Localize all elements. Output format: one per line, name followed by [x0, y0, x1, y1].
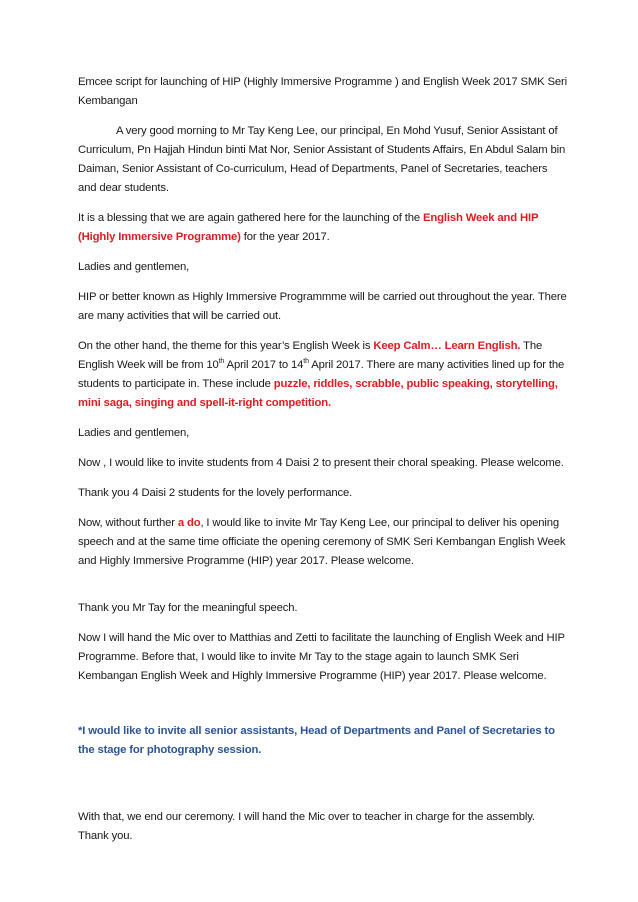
invite-principal-text-1: Now, without further [78, 517, 178, 529]
invite-principal-text-2: , I would like to invite Mr Tay Keng Lee, our principal to deliver his opening speech and at the same time officiate the opening ceremony of SMK Seri Kembangan English Week and Highly Immersive Programme (HIP) year 2017. Please welcome. [78, 517, 566, 567]
theme-text-3: April 2017 to 14 [224, 359, 304, 371]
greeting-paragraph: A very good morning to Mr Tay Keng Lee, our principal, En Mohd Yusuf, Senior Assistant of Curriculum, Pn Hajjah Hindun binti Mat Nor, Senior Assistant of Students Affairs, En Abdul Salam bin Daiman, Senior Assistant of Co-curriculum, Head of Departments, Panel of Secretaries, teachers and dear students. [78, 125, 566, 194]
blessing-text-after: for the year 2017. [240, 231, 330, 243]
theme-text-4: April 2017. There are many activities lined up for the students to participate in. These include [78, 359, 565, 390]
theme-paragraph [78, 337, 568, 413]
theme-highlight: Keep Calm… Learn English. [373, 340, 521, 352]
handover-paragraph: Now I will hand the Mic over to Matthias and Zetti to facilitate the launching of English Week and HIP Programme. Before that, I would like to invite Mr Tay to the stage again to launch SMK Seri Kembangan English Week and Highly Immersive Programme (HIP) year 2017. Please welcome. [78, 632, 565, 682]
theme-text-2: The English Week will be from 10 [78, 340, 543, 371]
invite-principal-paragraph [78, 514, 568, 571]
blessing-paragraph [78, 209, 568, 247]
ladies-gentlemen-2: Ladies and gentlemen, [78, 427, 190, 439]
blessing-text-before: It is a blessing that we are again gathered here for the launching of the [78, 212, 423, 224]
date-suffix-1: th [218, 358, 225, 366]
event-name-highlight: English Week and HIP (Highly Immersive Programme) [78, 212, 539, 243]
activities-highlight: puzzle, riddles, scrabble, public speaking, storytelling, mini saga, singing and spell-it-right competition. [78, 378, 558, 409]
closing-paragraph: With that, we end our ceremony. I will hand the Mic over to teacher in charge for the assembly. Thank you. [78, 811, 535, 842]
ladies-gentlemen-1: Ladies and gentlemen, [78, 261, 190, 273]
thank-principal-paragraph: Thank you Mr Tay for the meaningful speech. [78, 602, 298, 614]
date-suffix-2: th [303, 358, 309, 366]
thank-students-paragraph: Thank you 4 Daisi 2 students for the lovely performance. [78, 487, 353, 499]
theme-text-1: On the other hand, the theme for this year’s English Week is [78, 340, 374, 352]
photography-paragraph: *I would like to invite all senior assistants, Head of Departments and Panel of Secretaries to the stage for photography session. [78, 725, 555, 756]
hip-paragraph: HIP or better known as Highly Immersive Programmme will be carried out throughout the year. There are many activities that will be carried out. [78, 291, 567, 322]
invite-students-paragraph: Now , I would like to invite students from 4 Daisi 2 to present their choral speaking. Please welcome. [78, 457, 564, 469]
ado-highlight: a do [177, 517, 201, 529]
document-title-line: Emcee script for launching of HIP (Highly Immersive Programme ) and English Week 2017 SMK Seri Kembangan [78, 76, 568, 107]
document-body [78, 73, 568, 857]
